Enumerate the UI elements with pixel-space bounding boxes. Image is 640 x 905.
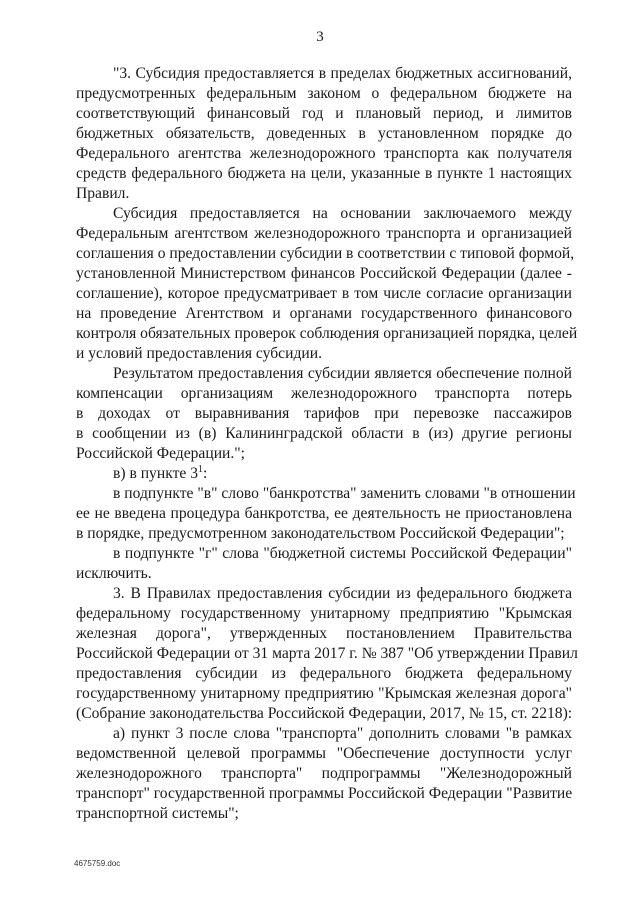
text-line: железная дорога", утвержденных постановлением Правительства: [76, 625, 572, 642]
text-line: бюджетных обязательств, доведенных в установленном порядке до: [76, 125, 572, 142]
text-line: 3. В Правилах предоставления субсидии из федерального бюджета: [113, 585, 572, 602]
text-line: железнодорожного транспорта" подпрограммы "Железнодорожный: [76, 765, 572, 782]
text-line: Результатом предоставления субсидии является обеспечение полной: [113, 365, 572, 382]
text-line: Российской Федерации от 31 марта 2017 г. № 387 "Об утверждении Правил: [76, 645, 578, 662]
text-line: транспортной системы";: [76, 805, 239, 822]
paragraph-8: [76, 724, 572, 824]
subitem-heading: в) в пункте 3: [113, 465, 199, 482]
text-line: предусмотренных федеральным законом о федеральном бюджете на: [76, 85, 572, 102]
page-number: 3: [316, 29, 324, 45]
text-line: в доходах от выравнивания тарифов при перевозке пассажиров: [76, 405, 572, 422]
text-line: ее не введена процедура банкротства, ее деятельность не приостановлена: [76, 505, 572, 522]
superscript: 1: [198, 463, 204, 475]
text-line: и условий предоставления субсидии.: [76, 345, 322, 362]
text-line: контроля обязательных проверок соблюдения организацией порядка, целей: [76, 325, 578, 342]
text-line: Правил.: [76, 185, 130, 202]
paragraph-6: [76, 544, 572, 584]
text-line: Федеральным агентством железнодорожного транспорта и организацией: [76, 225, 572, 242]
text-line: в сообщении из (в) Калининградской области в (из) другие регионы: [76, 425, 572, 442]
text-line: "3. Субсидия предоставляется в пределах бюджетных ассигнований,: [113, 65, 572, 82]
text-line: федеральному государственному унитарному предприятию "Крымская: [76, 605, 572, 622]
text-line: соглашения о предоставлении субсидии в соответствии с типовой формой,: [76, 245, 575, 262]
paragraph-7: [76, 584, 578, 724]
document-body: [76, 64, 578, 824]
text-line: ведомственной целевой программы "Обеспечение доступности услуг: [76, 745, 572, 762]
document-file-id: 4675759.doc: [74, 859, 121, 868]
text-line: государственному унитарному предприятию "Крымская железная дорога": [76, 685, 572, 702]
paragraph-3: [76, 364, 572, 464]
text-line: (Собрание законодательства Российской Федерации, 2017, № 15, ст. 2218):: [76, 705, 573, 722]
text-line: соответствующий финансовый год и плановый период, и лимитов: [76, 105, 572, 122]
colon: :: [203, 465, 208, 482]
text-line: установленной Министерством финансов Российской Федерации (далее -: [76, 265, 572, 282]
text-line: а) пункт 3 после слова "транспорта" дополнить словами "в рамках: [113, 725, 572, 742]
text-line: средств федерального бюджета на цели, указанные в пункте 1 настоящих: [76, 165, 572, 182]
text-line: на проведение Агентством и органами государственного финансового: [76, 305, 572, 322]
text-line: [76, 464, 572, 484]
text-line: транспорт" государственной программы Российской Федерации "Развитие: [76, 785, 573, 802]
paragraph-5: [76, 484, 576, 544]
paragraph-1: [76, 64, 572, 204]
paragraph-2: [76, 204, 578, 364]
text-line: компенсации организациям железнодорожного транспорта потерь: [76, 385, 572, 402]
text-line: в подпункте "в" слово "банкротства" заменить словами "в отношении: [113, 485, 576, 502]
text-line: предоставления субсидии из федерального бюджета федеральному: [76, 665, 572, 682]
text-line: в подпункте "г" слова "бюджетной системы Российской Федерации": [113, 545, 572, 562]
text-line: Субсидия предоставляется на основании заключаемого между: [113, 205, 572, 222]
text-line: соглашение), которое предусматривает в том числе согласие организации: [76, 285, 572, 302]
paragraph-4: [76, 464, 572, 484]
text-line: исключить.: [76, 565, 152, 582]
text-line: Российской Федерации.";: [76, 445, 245, 462]
text-line: в порядке, предусмотренном законодательством Российской Федерации";: [76, 525, 565, 542]
text-line: Федерального агентства железнодорожного транспорта как получателя: [76, 145, 572, 162]
